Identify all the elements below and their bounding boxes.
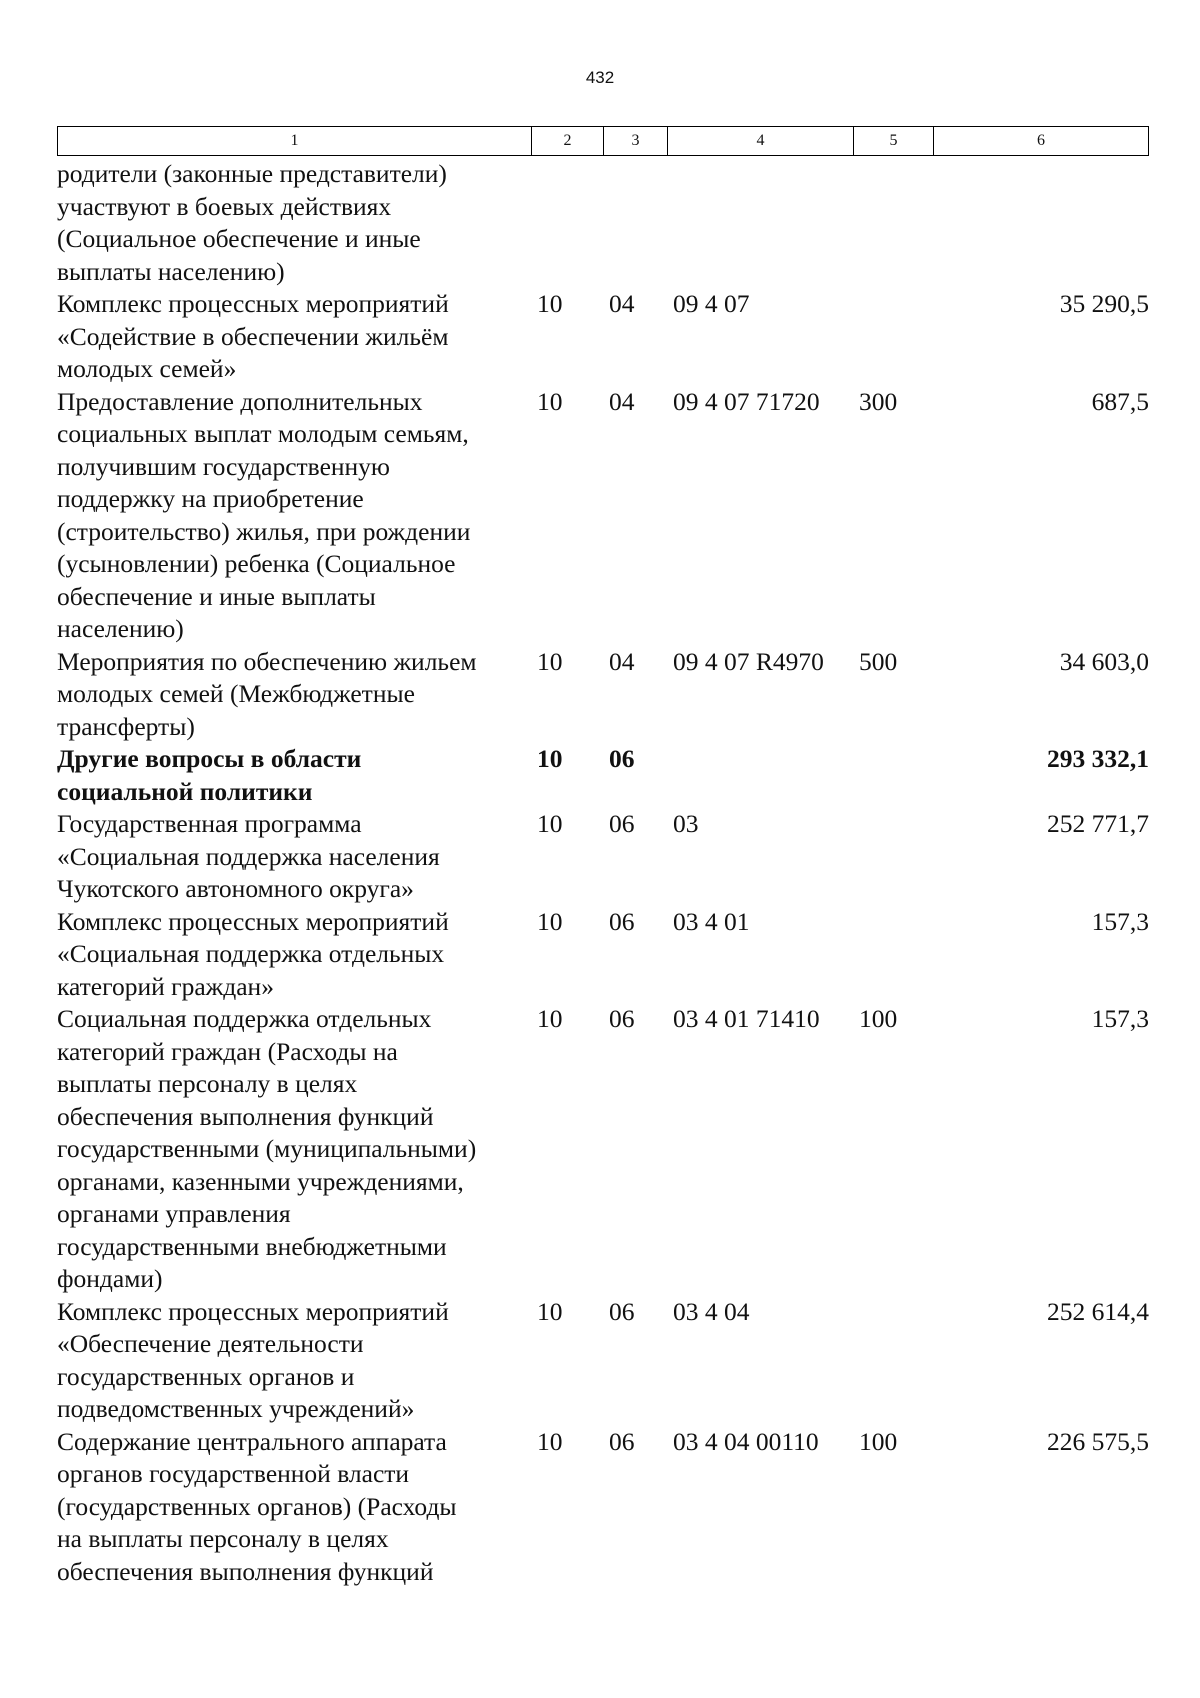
- table-row: [57, 1426, 1149, 1589]
- row-section-cell: 10: [537, 646, 563, 676]
- page-number: 432: [585, 68, 615, 87]
- row-subsection-cell: 04: [609, 386, 635, 416]
- row-amount-cell: 252 614,4: [1047, 1296, 1149, 1326]
- row-amount-cell: 687,5: [1091, 386, 1149, 416]
- table-header: [57, 126, 1149, 156]
- row-subsection-cell: 06: [609, 906, 635, 936]
- row-target-cell: 09 4 07 71720: [673, 386, 820, 416]
- row-section-cell: 10: [537, 386, 563, 416]
- header-cell-2: 2: [532, 127, 604, 155]
- row-section-cell: 10: [537, 906, 563, 936]
- table-row: [57, 808, 1149, 906]
- row-amount-cell: 252 771,7: [1047, 809, 1149, 838]
- row-expense-type-cell: [859, 158, 939, 288]
- row-target-cell: 09 4 07 R4970: [673, 646, 824, 676]
- table-row: [57, 743, 1149, 808]
- row-amount-cell: 35 290,5: [1059, 289, 1149, 318]
- row-expense-type-cell: [859, 1296, 939, 1426]
- row-name-cell: Комплекс процессных мероприятий «Содействие в обеспечении жильём молодых семей»: [57, 289, 449, 383]
- row-section-cell: 10: [537, 809, 563, 838]
- row-target-cell: 03: [673, 809, 699, 838]
- header-cell-1: 1: [58, 127, 532, 155]
- row-name-cell: Содержание центрального аппарата органов государственной власти (государственных органов) (Расходы на выплаты персоналу в целях обеспечения выполнения функций: [57, 1426, 457, 1586]
- row-name-cell: Другие вопросы в области социальной политики: [57, 744, 362, 806]
- row-expense-type-cell: 500: [859, 646, 898, 676]
- table-row: [57, 1296, 1149, 1426]
- row-expense-type-cell: 300: [859, 386, 898, 416]
- row-subsection-cell: 06: [609, 809, 635, 838]
- row-expense-type-cell: [859, 906, 939, 1004]
- row-name-cell: Комплекс процессных мероприятий «Обеспечение деятельности государственных органов и подведомственных учреждений»: [57, 1296, 449, 1423]
- row-target-cell: [673, 158, 859, 288]
- table-body: [57, 158, 1149, 1588]
- table-row: [57, 288, 1149, 386]
- row-expense-type-cell: 100: [859, 1004, 898, 1033]
- header-cell-4: 4: [668, 127, 854, 155]
- row-expense-type-cell: [859, 808, 939, 906]
- row-name-cell: Мероприятия по обеспечению жильем молодых семей (Межбюджетные трансферты): [57, 646, 477, 741]
- row-amount-cell: 157,3: [1091, 1004, 1149, 1033]
- header-cell-3: 3: [604, 127, 668, 155]
- row-target-cell: 03 4 01: [673, 906, 750, 936]
- row-target-cell: 03 4 04: [673, 1296, 750, 1326]
- table-row: [57, 646, 1149, 744]
- table-row: [57, 158, 1149, 288]
- row-section-cell: 10: [537, 1296, 563, 1326]
- row-expense-type-cell: [859, 743, 939, 808]
- row-amount-cell: 34 603,0: [1059, 646, 1149, 676]
- header-cell-5: 5: [854, 127, 934, 155]
- row-subsection-cell: 04: [609, 646, 635, 676]
- row-name-cell: родители (законные представители) участвуют в боевых действиях (Социальное обеспечение и иные выплаты населению): [57, 159, 447, 286]
- row-expense-type-cell: 100: [859, 1426, 898, 1456]
- row-section-cell: 10: [537, 1004, 563, 1033]
- row-subsection-cell: 06: [609, 1004, 635, 1033]
- row-subsection-cell: 06: [609, 744, 635, 773]
- row-amount-cell: [939, 158, 1149, 288]
- row-amount-cell: 157,3: [1091, 906, 1149, 936]
- row-amount-cell: 226 575,5: [1047, 1426, 1149, 1456]
- row-name-cell: Государственная программа «Социальная поддержка населения Чукотского автономного округа»: [57, 809, 440, 903]
- row-subsection-cell: 06: [609, 1426, 635, 1456]
- row-section-cell: 10: [537, 289, 563, 318]
- row-name-cell: Комплекс процессных мероприятий «Социальная поддержка отдельных категорий граждан»: [57, 906, 449, 1001]
- row-amount-cell: 293 332,1: [1047, 744, 1149, 773]
- row-target-cell: [673, 743, 859, 808]
- row-subsection-cell: 04: [609, 289, 635, 318]
- row-subsection-cell: 06: [609, 1296, 635, 1326]
- row-target-cell: 03 4 01 71410: [673, 1004, 820, 1033]
- table-row: [57, 1003, 1149, 1296]
- table-row: [57, 906, 1149, 1004]
- row-target-cell: 03 4 04 00110: [673, 1426, 819, 1456]
- row-subsection-cell: [609, 158, 673, 288]
- table-row: [57, 386, 1149, 646]
- header-cell-6: 6: [1037, 132, 1045, 149]
- row-section-cell: 10: [537, 1426, 563, 1456]
- row-name-cell: Предоставление дополнительных социальных выплат молодым семьям, получившим государственную поддержку на приобретение (строительство) жилья, при рождении (усыновлении) ребенка (Социальное обеспечение и иные выплаты населению): [57, 386, 471, 643]
- row-expense-type-cell: [859, 288, 939, 386]
- row-target-cell: 09 4 07: [673, 289, 750, 318]
- row-section-cell: 10: [537, 744, 563, 773]
- row-name-cell: Социальная поддержка отдельных категорий граждан (Расходы на выплаты персоналу в целях обеспечения выполнения функций государственными (муниципальными) органами, казенными учреждениями, органами управления государственными внебюджетными фондами): [57, 1004, 477, 1293]
- row-section-cell: [535, 158, 609, 288]
